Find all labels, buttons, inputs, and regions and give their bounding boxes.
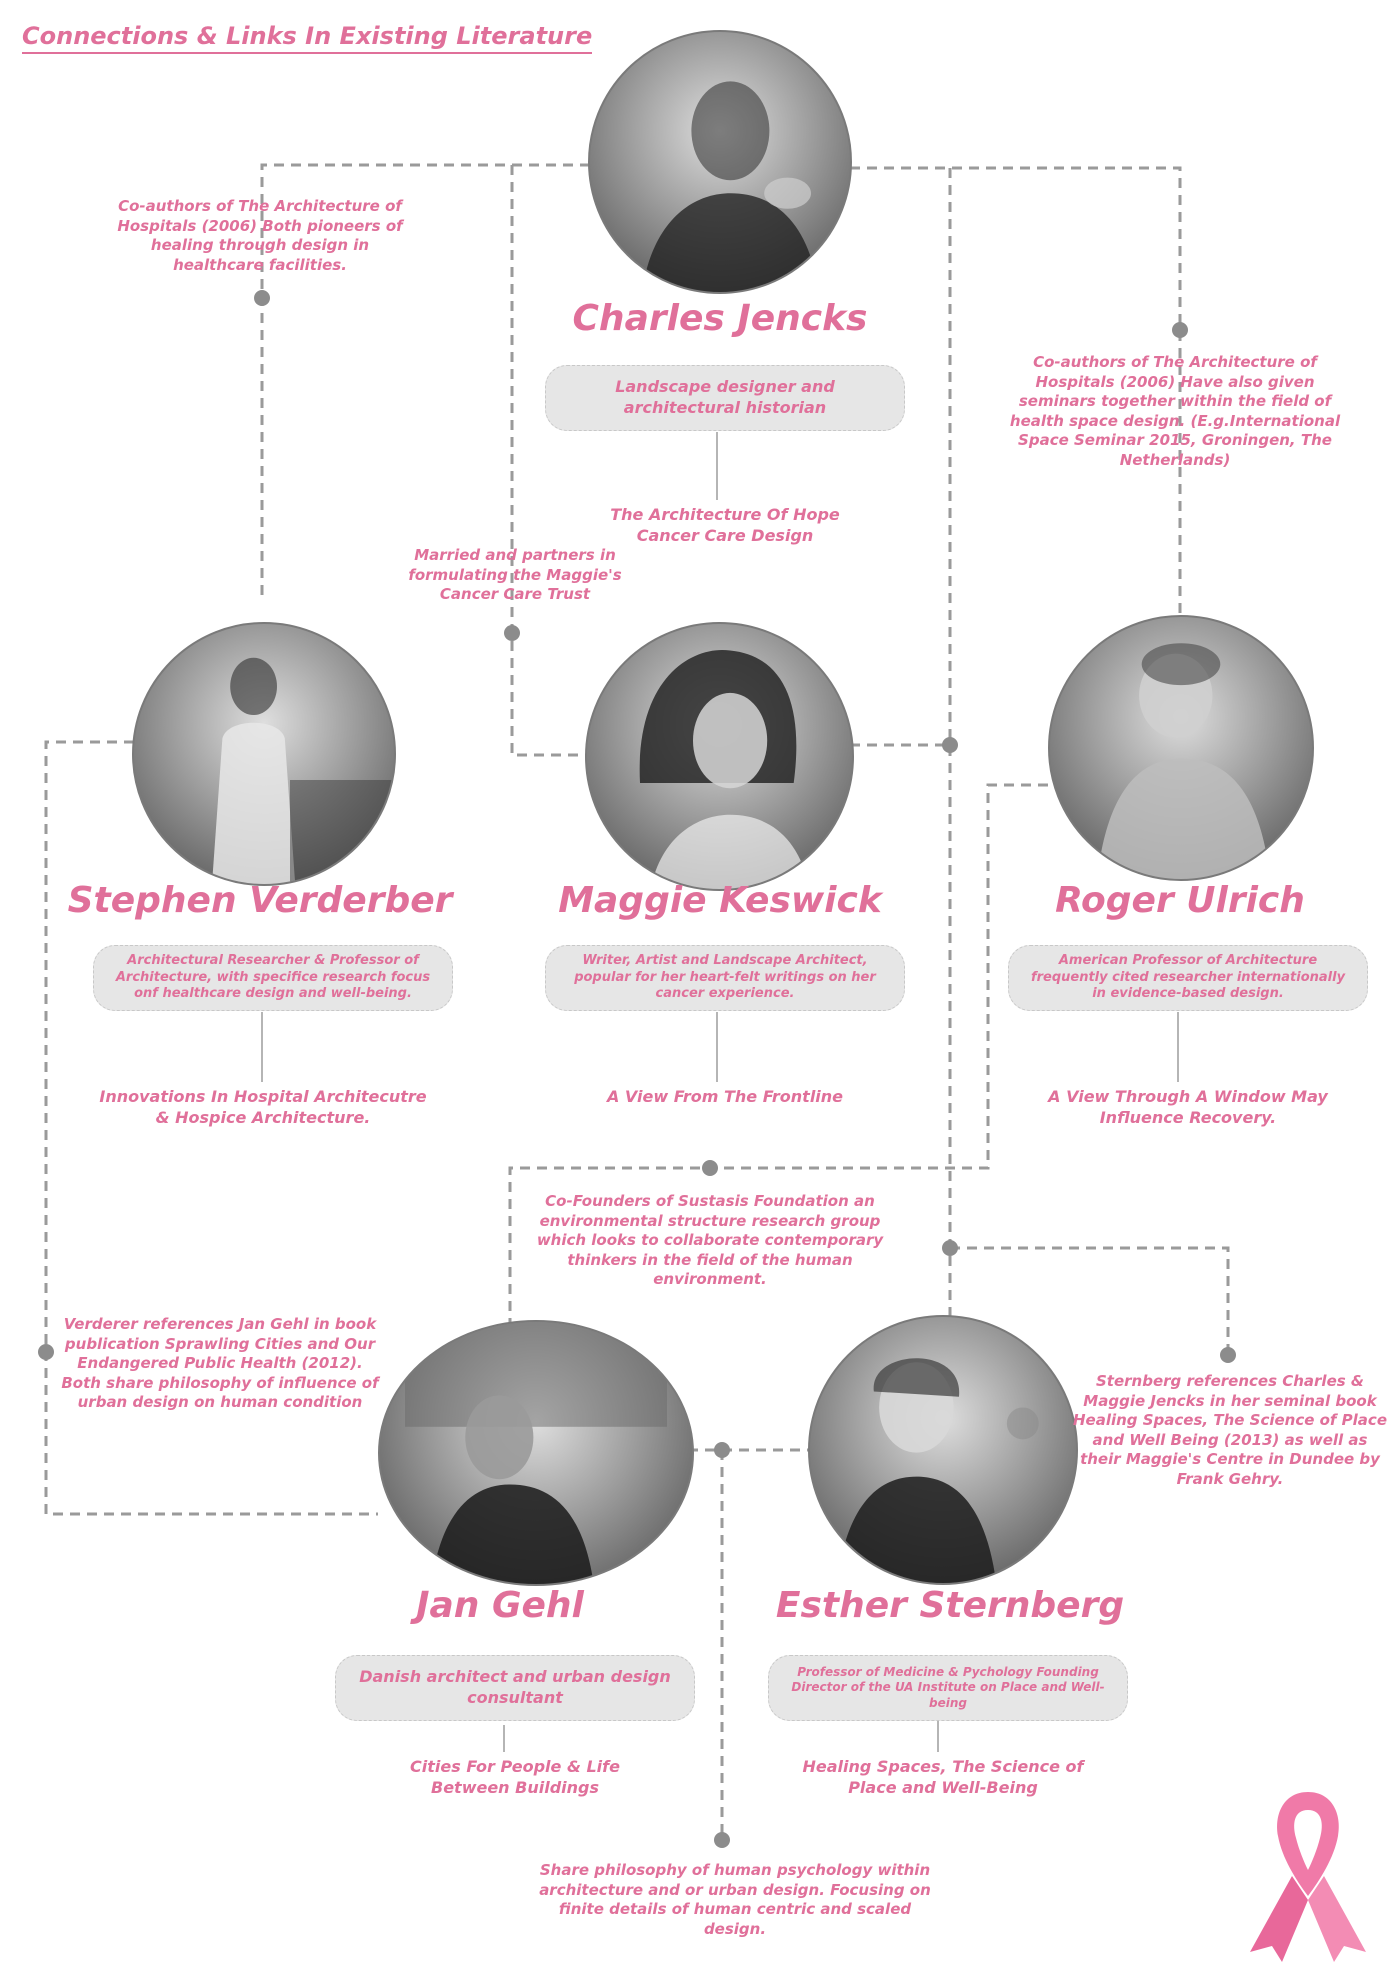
portrait-roger-ulrich bbox=[1048, 615, 1314, 881]
note-sternberg-jencks: Sternberg references Charles & Maggie Jencks in her seminal book Healing Spaces, The Science of Place and Well Being (2013) as well as their Maggie's Centre in Dundee by Frank Gehry. bbox=[1072, 1372, 1387, 1488]
portrait-jan-gehl bbox=[378, 1320, 694, 1586]
note-jencks-verderber: Co-authors of The Architecture of Hospitals (2006) Both pioneers of healing through design in healthcare facilities. bbox=[117, 197, 403, 274]
connector-jencks-keswick bbox=[512, 165, 590, 755]
portrait-esther-sternberg bbox=[808, 1315, 1078, 1585]
publication-roger-ulrich: A View Through A Window May Influence Recovery. bbox=[1048, 1087, 1328, 1127]
role-stephen-verderber: Architectural Researcher & Professor of Architecture, with specifice research focus onf healthcare design and well-being. bbox=[93, 945, 453, 1011]
portrait-maggie-keswick bbox=[585, 622, 854, 891]
name-roger-ulrich: Roger Ulrich bbox=[1055, 880, 1305, 921]
portrait-charles-jencks bbox=[588, 30, 852, 294]
publication-jan-gehl: Cities For People & Life Between Buildings bbox=[410, 1757, 620, 1797]
note-jencks-keswick: Married and partners in formulating the Maggie's Cancer Care Trust bbox=[408, 546, 622, 603]
publication-stephen-verderber: Innovations In Hospital Architecutre & Hospice Architecture. bbox=[99, 1087, 427, 1127]
portrait-stephen-verderber bbox=[132, 622, 396, 886]
publication-esther-sternberg: Healing Spaces, The Science of Place and Well-Being bbox=[802, 1757, 1084, 1797]
person-silhouette-icon bbox=[1050, 617, 1312, 879]
role-roger-ulrich: American Professor of Architecture frequently cited researcher internationally in evidence-based design. bbox=[1008, 945, 1368, 1011]
note-verderber-gehl: Verderer references Jan Gehl in book publication Sprawling Cities and Our Endangered Public Health (2012). Both share philosophy of influence of urban design on human condition bbox=[61, 1315, 379, 1411]
person-silhouette-icon bbox=[810, 1317, 1076, 1583]
role-charles-jencks: Landscape designer and architectural historian bbox=[545, 365, 905, 431]
name-esther-sternberg: Esther Sternberg bbox=[775, 1585, 1125, 1626]
note-sustasis: Co-Founders of Sustasis Foundation an environmental structure research group which looks to collaborate contemporary thinkers in the field of the human environment. bbox=[536, 1192, 884, 1288]
role-esther-sternberg: Professor of Medicine & Pychology Founding Director of the UA Institute on Place and Well-being bbox=[768, 1655, 1128, 1721]
name-stephen-verderber: Stephen Verderber bbox=[67, 880, 453, 921]
person-silhouette-icon bbox=[134, 624, 394, 884]
name-jan-gehl: Jan Gehl bbox=[416, 1585, 584, 1626]
publication-charles-jencks: The Architecture Of Hope Cancer Care Design bbox=[610, 505, 840, 545]
person-silhouette-icon bbox=[587, 624, 852, 889]
role-maggie-keswick: Writer, Artist and Landscape Architect, popular for her heart-felt writings on her cancer experience. bbox=[545, 945, 905, 1011]
person-silhouette-icon bbox=[590, 32, 850, 292]
awareness-ribbon-icon bbox=[1238, 1784, 1378, 1964]
publication-maggie-keswick: A View From The Frontline bbox=[606, 1087, 844, 1106]
note-jencks-ulrich: Co-authors of The Architecture of Hospitals (2006) Have also given seminars together within the field of health space design. (E.g.International Space Seminar 2015, Groningen, The Netherlands) bbox=[1009, 353, 1341, 469]
role-jan-gehl: Danish architect and urban design consultant bbox=[335, 1655, 695, 1721]
person-silhouette-icon bbox=[380, 1322, 692, 1584]
name-maggie-keswick: Maggie Keswick bbox=[558, 880, 882, 921]
page-title: Connections & Links In Existing Literature bbox=[22, 22, 592, 54]
note-gehl-sternberg: Share philosophy of human psychology within architecture and or urban design. Focusing on finite details of human centric and scaled design. bbox=[539, 1861, 931, 1938]
name-charles-jencks: Charles Jencks bbox=[572, 298, 868, 339]
